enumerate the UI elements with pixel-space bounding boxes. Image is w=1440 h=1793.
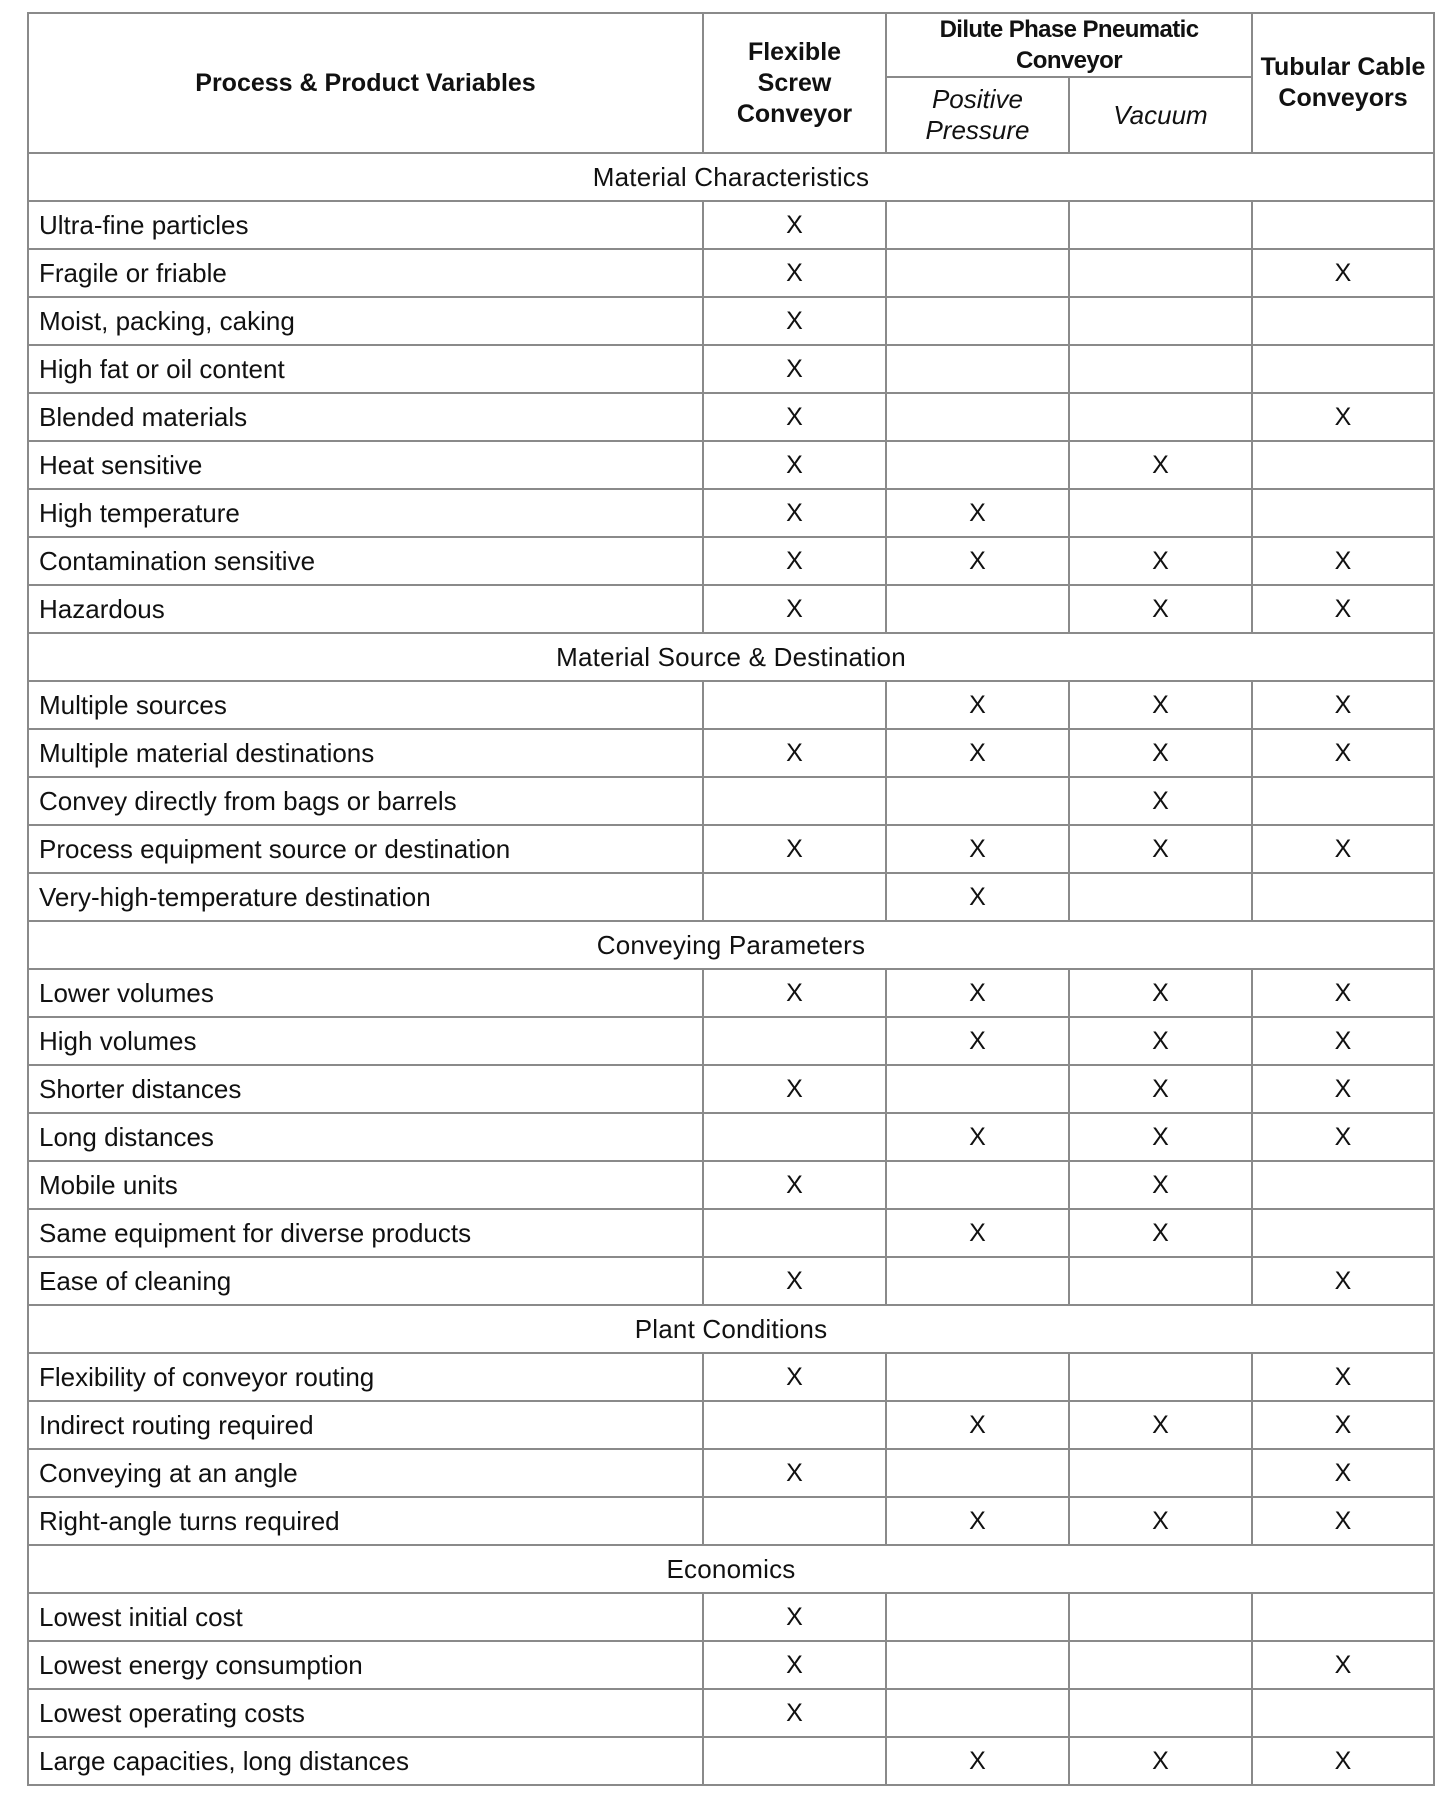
mark-cell-positive-pressure: X xyxy=(886,1497,1069,1545)
mark-cell-flexible-screw: X xyxy=(703,1353,886,1401)
mark-cell-vacuum: X xyxy=(1069,729,1252,777)
header-process-variables-text: Process & Product Variables xyxy=(195,68,536,97)
mark-cell-positive-pressure xyxy=(886,1065,1069,1113)
table-row xyxy=(28,729,1434,777)
header-dilute-phase-text: Dilute Phase Pneumatic Conveyor xyxy=(939,16,1199,74)
mark-cell-positive-pressure: X xyxy=(886,729,1069,777)
mark-cell-flexible-screw xyxy=(703,1737,886,1785)
row-label: Conveying at an angle xyxy=(28,1449,703,1497)
mark-cell-flexible-screw: X xyxy=(703,1593,886,1641)
mark-cell-vacuum: X xyxy=(1069,1497,1252,1545)
section-title: Material Source & Destination xyxy=(28,633,1434,681)
row-label: Very-high-temperature destination xyxy=(28,873,703,921)
mark-cell-vacuum: X xyxy=(1069,1017,1252,1065)
mark-cell-tubular-cable xyxy=(1252,777,1434,825)
header-positive-pressure xyxy=(886,77,1069,153)
mark-cell-vacuum xyxy=(1069,1353,1252,1401)
row-label: Lowest energy consumption xyxy=(28,1641,703,1689)
table-row xyxy=(28,1689,1434,1737)
mark-cell-flexible-screw: X xyxy=(703,1641,886,1689)
mark-cell-tubular-cable xyxy=(1252,1689,1434,1737)
mark-cell-flexible-screw: X xyxy=(703,537,886,585)
mark-cell-positive-pressure xyxy=(886,441,1069,489)
mark-cell-vacuum xyxy=(1069,345,1252,393)
header-process-variables xyxy=(28,13,703,153)
mark-cell-tubular-cable: X xyxy=(1252,537,1434,585)
mark-cell-vacuum xyxy=(1069,201,1252,249)
row-label: Same equipment for diverse products xyxy=(28,1209,703,1257)
table-row xyxy=(28,1593,1434,1641)
table-row xyxy=(28,201,1434,249)
mark-cell-tubular-cable: X xyxy=(1252,681,1434,729)
mark-cell-positive-pressure: X xyxy=(886,1401,1069,1449)
mark-cell-vacuum: X xyxy=(1069,441,1252,489)
section-header-row xyxy=(28,1545,1434,1593)
row-label: Multiple sources xyxy=(28,681,703,729)
mark-cell-positive-pressure: X xyxy=(886,489,1069,537)
header-flexible-line-3: Conveyor xyxy=(736,99,853,128)
mark-cell-positive-pressure: X xyxy=(886,969,1069,1017)
table-header xyxy=(28,13,1434,153)
mark-cell-flexible-screw xyxy=(703,1209,886,1257)
mark-cell-flexible-screw: X xyxy=(703,441,886,489)
mark-cell-vacuum: X xyxy=(1069,777,1252,825)
mark-cell-flexible-screw xyxy=(703,1113,886,1161)
mark-cell-tubular-cable xyxy=(1252,297,1434,345)
mark-cell-tubular-cable: X xyxy=(1252,1737,1434,1785)
mark-cell-tubular-cable xyxy=(1252,1209,1434,1257)
mark-cell-vacuum: X xyxy=(1069,969,1252,1017)
header-vacuum-text: Vacuum xyxy=(1113,99,1208,130)
mark-cell-vacuum: X xyxy=(1069,537,1252,585)
mark-cell-vacuum xyxy=(1069,1593,1252,1641)
row-label: Fragile or friable xyxy=(28,249,703,297)
mark-cell-tubular-cable: X xyxy=(1252,249,1434,297)
mark-cell-flexible-screw xyxy=(703,1017,886,1065)
mark-cell-flexible-screw: X xyxy=(703,1689,886,1737)
mark-cell-tubular-cable xyxy=(1252,873,1434,921)
table-row xyxy=(28,537,1434,585)
mark-cell-flexible-screw: X xyxy=(703,201,886,249)
mark-cell-tubular-cable: X xyxy=(1252,393,1434,441)
mark-cell-tubular-cable xyxy=(1252,489,1434,537)
mark-cell-vacuum xyxy=(1069,1689,1252,1737)
mark-cell-flexible-screw: X xyxy=(703,1257,886,1305)
mark-cell-positive-pressure xyxy=(886,249,1069,297)
mark-cell-vacuum: X xyxy=(1069,1113,1252,1161)
table-row xyxy=(28,345,1434,393)
section-title: Plant Conditions xyxy=(28,1305,1434,1353)
mark-cell-tubular-cable: X xyxy=(1252,1065,1434,1113)
table-row xyxy=(28,873,1434,921)
mark-cell-vacuum xyxy=(1069,393,1252,441)
mark-cell-flexible-screw: X xyxy=(703,969,886,1017)
mark-cell-positive-pressure xyxy=(886,1689,1069,1737)
mark-cell-flexible-screw: X xyxy=(703,1065,886,1113)
section-header-row xyxy=(28,1305,1434,1353)
mark-cell-positive-pressure: X xyxy=(886,537,1069,585)
mark-cell-tubular-cable: X xyxy=(1252,585,1434,633)
header-tubular-cable-conveyors xyxy=(1252,13,1434,153)
mark-cell-flexible-screw: X xyxy=(703,585,886,633)
table-row xyxy=(28,1641,1434,1689)
mark-cell-tubular-cable: X xyxy=(1252,969,1434,1017)
mark-cell-positive-pressure xyxy=(886,1257,1069,1305)
mark-cell-positive-pressure xyxy=(886,1449,1069,1497)
mark-cell-positive-pressure xyxy=(886,1161,1069,1209)
table-row xyxy=(28,1065,1434,1113)
table-row xyxy=(28,777,1434,825)
header-tubular-line-2: Conveyors xyxy=(1278,84,1408,112)
table-row xyxy=(28,1401,1434,1449)
table-row xyxy=(28,249,1434,297)
mark-cell-positive-pressure: X xyxy=(886,1209,1069,1257)
row-label: Lowest operating costs xyxy=(28,1689,703,1737)
row-label: High fat or oil content xyxy=(28,345,703,393)
mark-cell-tubular-cable: X xyxy=(1252,1113,1434,1161)
mark-cell-tubular-cable: X xyxy=(1252,1449,1434,1497)
header-vacuum xyxy=(1069,77,1252,153)
mark-cell-positive-pressure: X xyxy=(886,1737,1069,1785)
section-header-row xyxy=(28,921,1434,969)
mark-cell-vacuum xyxy=(1069,1257,1252,1305)
mark-cell-vacuum xyxy=(1069,1449,1252,1497)
mark-cell-flexible-screw: X xyxy=(703,825,886,873)
header-tubular-line-1: Tubular Cable xyxy=(1260,53,1426,81)
table-row xyxy=(28,585,1434,633)
row-label: Ultra-fine particles xyxy=(28,201,703,249)
mark-cell-positive-pressure: X xyxy=(886,681,1069,729)
mark-cell-vacuum xyxy=(1069,1641,1252,1689)
comparison-table-container xyxy=(27,12,1433,1786)
row-label: Mobile units xyxy=(28,1161,703,1209)
row-label: Multiple material destinations xyxy=(28,729,703,777)
table-row xyxy=(28,441,1434,489)
mark-cell-vacuum: X xyxy=(1069,681,1252,729)
row-label: Ease of cleaning xyxy=(28,1257,703,1305)
mark-cell-tubular-cable xyxy=(1252,1593,1434,1641)
mark-cell-tubular-cable xyxy=(1252,201,1434,249)
mark-cell-positive-pressure xyxy=(886,1641,1069,1689)
mark-cell-tubular-cable: X xyxy=(1252,1401,1434,1449)
table-row xyxy=(28,489,1434,537)
mark-cell-positive-pressure: X xyxy=(886,1113,1069,1161)
mark-cell-vacuum: X xyxy=(1069,1737,1252,1785)
table-row xyxy=(28,969,1434,1017)
mark-cell-flexible-screw: X xyxy=(703,297,886,345)
table-row xyxy=(28,297,1434,345)
table-row xyxy=(28,681,1434,729)
mark-cell-positive-pressure xyxy=(886,201,1069,249)
table-row xyxy=(28,1737,1434,1785)
row-label: High volumes xyxy=(28,1017,703,1065)
mark-cell-flexible-screw: X xyxy=(703,1161,886,1209)
mark-cell-vacuum xyxy=(1069,249,1252,297)
mark-cell-positive-pressure xyxy=(886,345,1069,393)
header-positive-line-2: Pressure xyxy=(925,115,1030,145)
row-label: Large capacities, long distances xyxy=(28,1737,703,1785)
mark-cell-vacuum: X xyxy=(1069,585,1252,633)
section-header-row xyxy=(28,153,1434,201)
mark-cell-positive-pressure xyxy=(886,393,1069,441)
conveyor-comparison-table xyxy=(27,12,1435,1786)
table-row xyxy=(28,1497,1434,1545)
mark-cell-flexible-screw xyxy=(703,873,886,921)
row-label: Lowest initial cost xyxy=(28,1593,703,1641)
row-label: High temperature xyxy=(28,489,703,537)
mark-cell-flexible-screw: X xyxy=(703,249,886,297)
row-label: Blended materials xyxy=(28,393,703,441)
table-row xyxy=(28,393,1434,441)
mark-cell-vacuum xyxy=(1069,297,1252,345)
mark-cell-flexible-screw: X xyxy=(703,393,886,441)
row-label: Lower volumes xyxy=(28,969,703,1017)
table-row xyxy=(28,1257,1434,1305)
section-title: Material Characteristics xyxy=(28,153,1434,201)
mark-cell-vacuum: X xyxy=(1069,1209,1252,1257)
mark-cell-tubular-cable xyxy=(1252,1161,1434,1209)
row-label: Heat sensitive xyxy=(28,441,703,489)
mark-cell-tubular-cable xyxy=(1252,441,1434,489)
mark-cell-vacuum: X xyxy=(1069,1065,1252,1113)
row-label: Convey directly from bags or barrels xyxy=(28,777,703,825)
mark-cell-positive-pressure: X xyxy=(886,825,1069,873)
mark-cell-vacuum: X xyxy=(1069,1161,1252,1209)
mark-cell-flexible-screw: X xyxy=(703,1449,886,1497)
mark-cell-flexible-screw: X xyxy=(703,345,886,393)
row-label: Contamination sensitive xyxy=(28,537,703,585)
header-flexible-line-1: Flexible xyxy=(747,37,842,66)
mark-cell-flexible-screw xyxy=(703,1401,886,1449)
section-title: Economics xyxy=(28,1545,1434,1593)
row-label: Hazardous xyxy=(28,585,703,633)
row-label: Right-angle turns required xyxy=(28,1497,703,1545)
section-header-row xyxy=(28,633,1434,681)
mark-cell-vacuum: X xyxy=(1069,825,1252,873)
mark-cell-positive-pressure: X xyxy=(886,1017,1069,1065)
row-label: Long distances xyxy=(28,1113,703,1161)
mark-cell-positive-pressure: X xyxy=(886,873,1069,921)
mark-cell-tubular-cable: X xyxy=(1252,825,1434,873)
table-row xyxy=(28,1353,1434,1401)
table-row xyxy=(28,1113,1434,1161)
header-flexible-screw-conveyor xyxy=(703,13,886,153)
header-positive-line-1: Positive xyxy=(931,84,1024,114)
mark-cell-tubular-cable: X xyxy=(1252,1257,1434,1305)
mark-cell-positive-pressure xyxy=(886,297,1069,345)
mark-cell-flexible-screw xyxy=(703,681,886,729)
mark-cell-vacuum xyxy=(1069,873,1252,921)
row-label: Shorter distances xyxy=(28,1065,703,1113)
mark-cell-positive-pressure xyxy=(886,1593,1069,1641)
header-flexible-line-2: Screw xyxy=(757,68,832,97)
mark-cell-positive-pressure xyxy=(886,777,1069,825)
mark-cell-flexible-screw xyxy=(703,777,886,825)
table-row xyxy=(28,1161,1434,1209)
mark-cell-positive-pressure xyxy=(886,1353,1069,1401)
table-row xyxy=(28,1017,1434,1065)
table-row xyxy=(28,825,1434,873)
table-row xyxy=(28,1209,1434,1257)
row-label: Flexibility of conveyor routing xyxy=(28,1353,703,1401)
mark-cell-positive-pressure xyxy=(886,585,1069,633)
row-label: Process equipment source or destination xyxy=(28,825,703,873)
mark-cell-vacuum xyxy=(1069,489,1252,537)
mark-cell-flexible-screw: X xyxy=(703,489,886,537)
mark-cell-tubular-cable: X xyxy=(1252,1017,1434,1065)
mark-cell-tubular-cable: X xyxy=(1252,1353,1434,1401)
section-title: Conveying Parameters xyxy=(28,921,1434,969)
table-row xyxy=(28,1449,1434,1497)
row-label: Moist, packing, caking xyxy=(28,297,703,345)
mark-cell-vacuum: X xyxy=(1069,1401,1252,1449)
header-dilute-phase xyxy=(886,13,1252,77)
mark-cell-flexible-screw: X xyxy=(703,729,886,777)
mark-cell-tubular-cable xyxy=(1252,345,1434,393)
mark-cell-tubular-cable: X xyxy=(1252,1497,1434,1545)
mark-cell-tubular-cable: X xyxy=(1252,1641,1434,1689)
row-label: Indirect routing required xyxy=(28,1401,703,1449)
mark-cell-tubular-cable: X xyxy=(1252,729,1434,777)
table-body xyxy=(28,153,1434,1785)
mark-cell-flexible-screw xyxy=(703,1497,886,1545)
